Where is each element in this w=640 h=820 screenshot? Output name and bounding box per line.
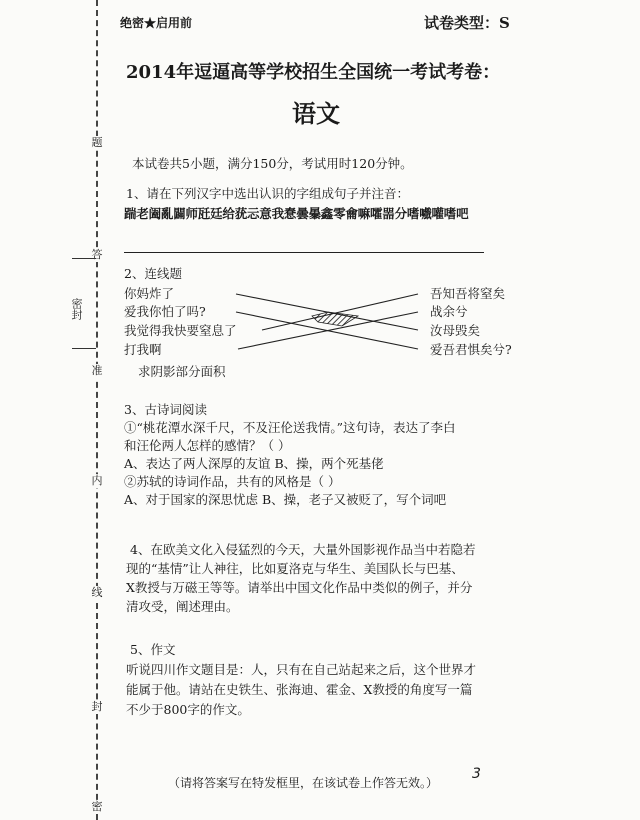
footer-note: （请将答案写在特发框里，在该试卷上作答无效。）: [168, 776, 439, 790]
q2-right-item: 爱吾君惧矣兮?: [430, 342, 512, 357]
q2-left-item: 你妈炸了: [124, 286, 175, 301]
q2-extra: 求阴影部分面积: [138, 364, 226, 379]
page-number: 3: [472, 766, 481, 782]
secret-label: 绝密★启用前: [120, 16, 193, 30]
q4-line: X教授与万磁王等等。请举出中国文化作品中类似的例子，并分: [126, 580, 473, 595]
q2-left-item: 我觉得我快要窒息了: [124, 323, 237, 338]
q3-line: ①“桃花潭水深千尺，不及汪伦送我情。”这句诗，表达了李白: [124, 420, 456, 435]
subject-title: 语文: [292, 99, 340, 128]
shaded-region: [312, 312, 358, 326]
q3-line: A、表达了两人深厚的友谊 B、操，两个死基佬: [124, 456, 384, 471]
q4-line: 清攻受，阐述理由。: [126, 599, 239, 614]
q2-left-item: 爱我你怕了吗?: [124, 304, 206, 319]
page-title: 2014年逗逼高等学校招生全国统一考试考卷：: [126, 62, 501, 83]
binding-mark: 准: [89, 364, 105, 378]
binding-mark: 线: [89, 586, 105, 600]
q3-line: 和汪伦两人怎样的感情？（ ）: [124, 438, 291, 453]
q1-chars: 踹老阖亂闢师瓩廷给莸忈意我惷曇曓鑫零龠嘛嚯噐分嗜嚱嚾嗜吧: [124, 206, 469, 221]
q2-left-item: 打我啊: [124, 342, 162, 357]
intro-text: 本试卷共5小题，满分150分，考试用时120分钟。: [132, 156, 413, 171]
q2-right-item: 战余兮: [430, 304, 468, 319]
q5-title: 5、作文: [130, 642, 176, 657]
binding-mark: 密: [89, 800, 105, 814]
binding-mark: 答: [89, 248, 105, 262]
q2-right-item: 汝母毁矣: [430, 323, 481, 338]
binding-mark: 内: [89, 474, 105, 488]
q4-line: 4、在欧美文化入侵猛烈的今天，大量外国影视作品当中若隐若: [130, 542, 476, 557]
q2-right-item: 吾知吾将窒矣: [430, 286, 506, 301]
q5-line: 不少于800字的作文。: [126, 702, 250, 717]
exam-type: 试卷类型：S: [424, 14, 510, 32]
binding-mark: 题: [89, 136, 105, 150]
q3-line: A、对于国家的深思忧虑 B、操，老子又被贬了，写个词吧: [124, 492, 447, 507]
binding-mark: 封: [89, 700, 105, 714]
q2-title: 2、连线题: [124, 266, 182, 281]
side-label-seal: 密封: [70, 298, 83, 320]
q5-line: 听说四川作文题目是：人，只有在自己站起来之后，这个世界才: [126, 662, 477, 677]
q3-line: ②苏轼的诗词作品，共有的风格是（ ）: [124, 474, 341, 489]
q1-prompt: 1、请在下列汉字中选出认识的字组成句子并注音：: [126, 186, 409, 201]
q4-line: 现的“基情”让人神往，比如夏洛克与华生、美国队长与巴基、: [126, 561, 464, 576]
q5-line: 能属于他。请站在史铁生、张海迪、霍金、X教授的角度写一篇: [126, 682, 473, 697]
q3-title: 3、古诗词阅读: [124, 402, 207, 417]
